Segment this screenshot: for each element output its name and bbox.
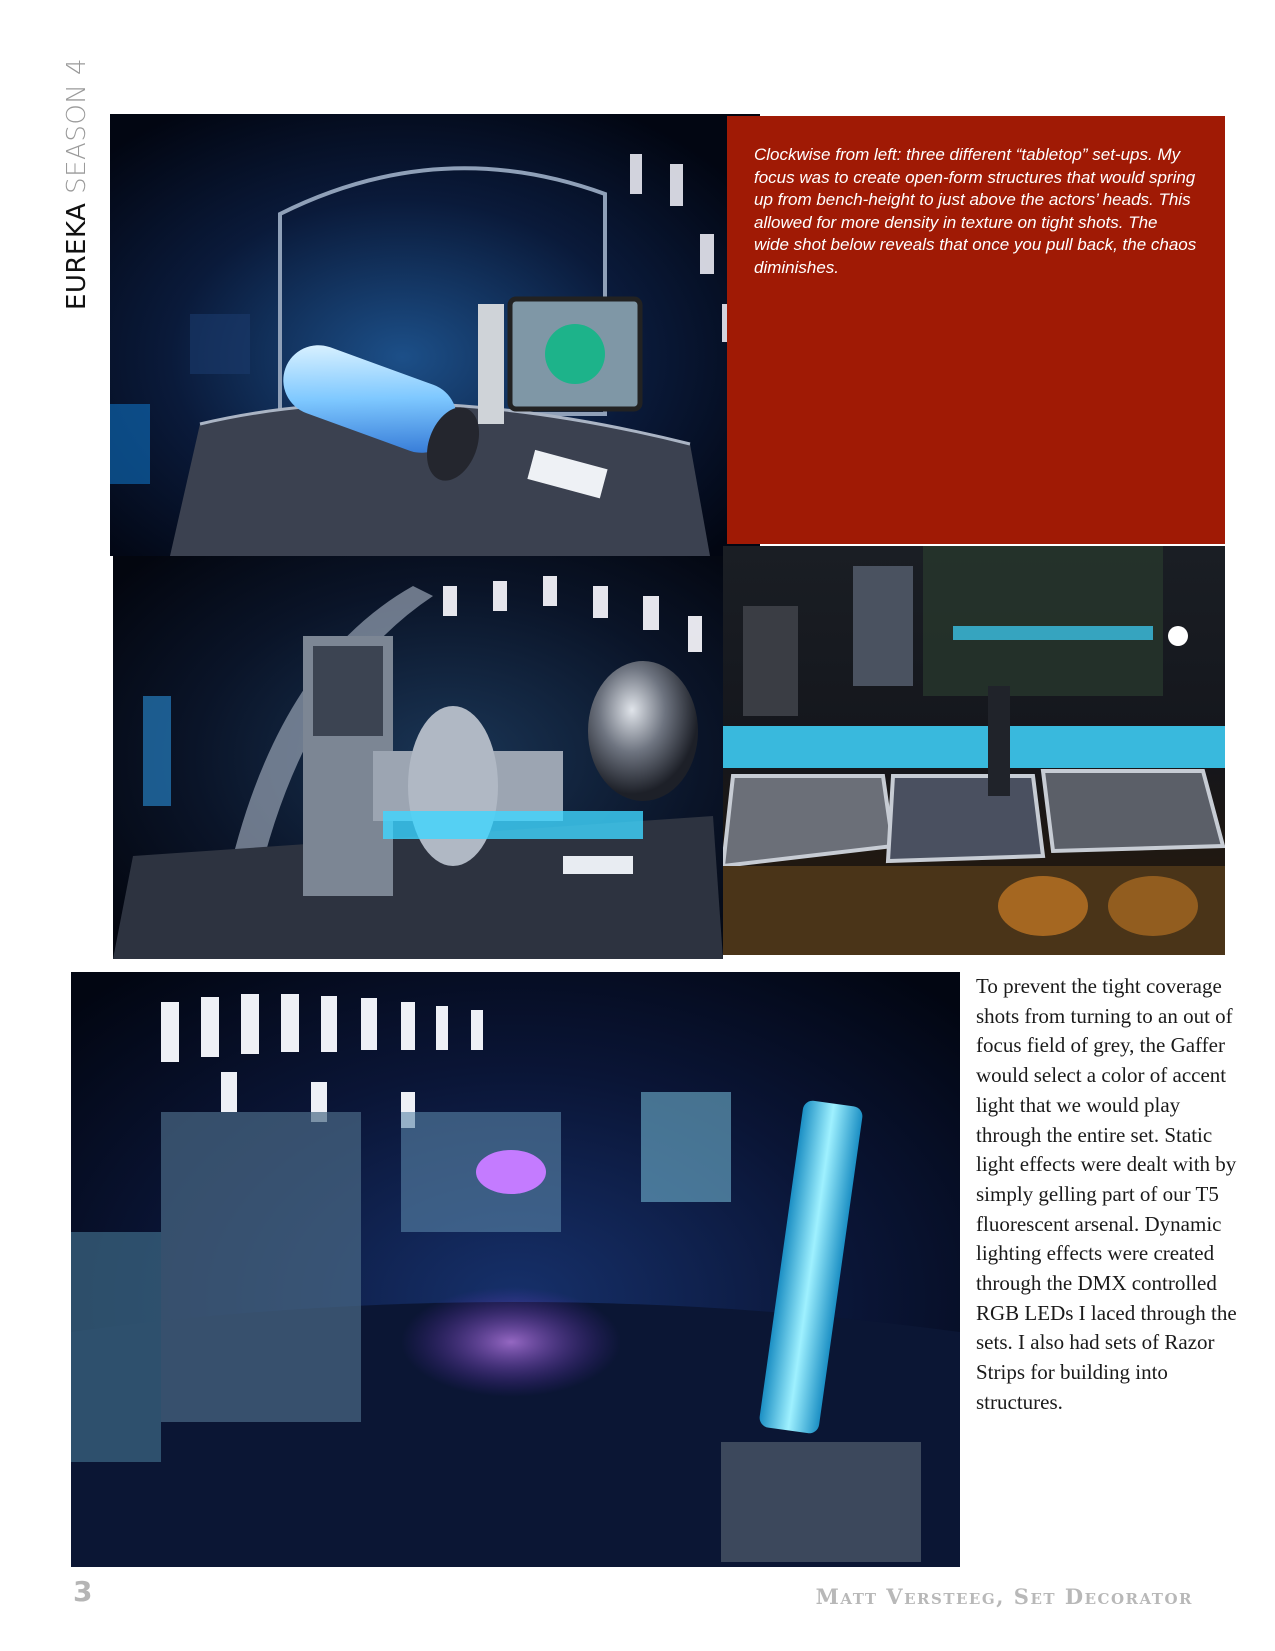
side-title: [62, 58, 92, 310]
footer-credit: Matt Versteeg, Set Decorator: [815, 1584, 1193, 1609]
side-title-season: SEASON 4: [62, 57, 92, 203]
photo-wide-set: [71, 972, 960, 1567]
photo-tabletop-cylinder: [110, 114, 760, 556]
photo-tabletop-machine: [113, 556, 723, 959]
body-text: To prevent the tight coverage shots from turning to an out of focus field of grey, the Gaffer would select a color of accent light that we would play through the entire set. Static light effects were dealt with by simply gelling part of our T5 fluorescent arsenal. Dynamic lighting effects were created through the DMX controlled RGB LEDs I laced through the sets. I also had sets of Razor Strips for building into structures.: [976, 974, 1237, 1414]
caption-box: [727, 116, 1225, 544]
page-number: 3: [73, 1575, 93, 1608]
photo-tabletop-trays: [723, 546, 1225, 955]
caption-text: Clockwise from left: three different “tabletop” set-ups. My focus was to create open-form structures that would spring up from bench-height to just above the actors’ heads. This allowed for more density in texture on tight shots. The wide shot below reveals that once you pull back, the chaos diminishes.: [754, 145, 1197, 277]
side-title-show: EUREKA: [62, 202, 92, 310]
